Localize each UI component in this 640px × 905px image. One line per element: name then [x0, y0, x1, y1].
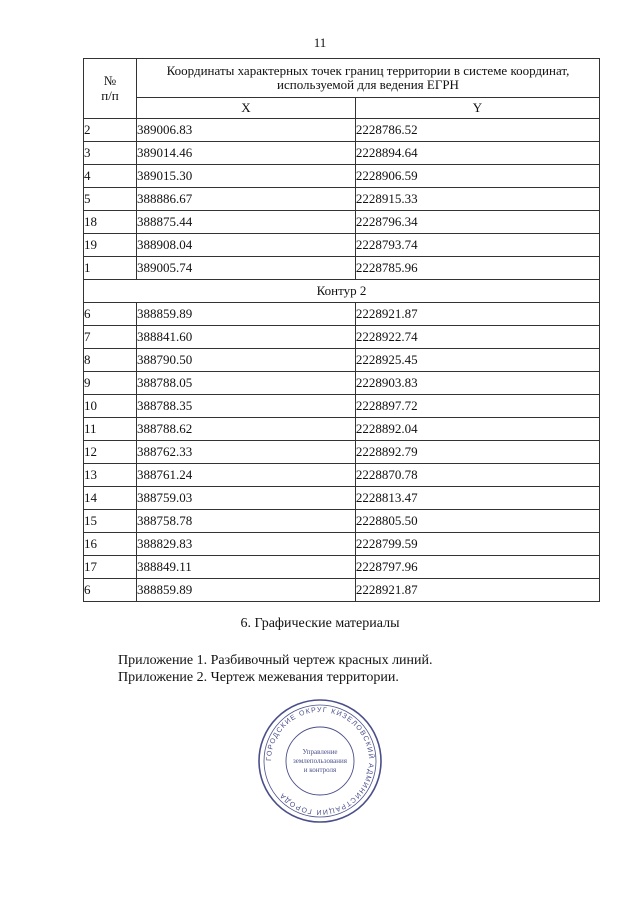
page-number: 11 [313, 35, 327, 50]
cell-y: 2228922.74 [355, 326, 599, 349]
cell-x: 388849.11 [137, 556, 356, 579]
cell-num: 7 [84, 326, 137, 349]
table-row [84, 556, 600, 579]
table-row [84, 165, 600, 188]
cell-x: 388788.05 [137, 372, 356, 395]
cell-x: 388788.35 [137, 395, 356, 418]
cell-y: 2228796.34 [355, 211, 599, 234]
cell-x: 388859.89 [137, 579, 356, 602]
contour-row [84, 280, 600, 303]
cell-y: 2228925.45 [355, 349, 599, 372]
cell-num: 10 [84, 395, 137, 418]
cell-y: 2228797.96 [355, 556, 599, 579]
header-x: X [137, 98, 356, 119]
cell-y: 2228921.87 [355, 579, 599, 602]
table-row [84, 119, 600, 142]
cell-num: 8 [84, 349, 137, 372]
cell-x: 388761.24 [137, 464, 356, 487]
cell-y: 2228813.47 [355, 487, 599, 510]
cell-y: 2228786.52 [355, 119, 599, 142]
cell-num: 13 [84, 464, 137, 487]
cell-num: 12 [84, 441, 137, 464]
official-seal [257, 698, 383, 824]
attachment-1: Приложение 1. Разбивочный чертеж красных линий. [118, 653, 433, 668]
table-row [84, 464, 600, 487]
cell-x: 388859.89 [137, 303, 356, 326]
cell-x: 388758.78 [137, 510, 356, 533]
table-row [84, 257, 600, 280]
seal-center-line3: и контроля [303, 766, 337, 774]
cell-num: 4 [84, 165, 137, 188]
cell-x: 389015.30 [137, 165, 356, 188]
seal-center-line1: Управление [302, 748, 338, 756]
cell-y: 2228892.04 [355, 418, 599, 441]
cell-y: 2228894.64 [355, 142, 599, 165]
header-number: № п/п [84, 59, 137, 119]
cell-num: 16 [84, 533, 137, 556]
cell-x: 388829.83 [137, 533, 356, 556]
cell-x: 388790.50 [137, 349, 356, 372]
cell-num: 6 [84, 579, 137, 602]
header-coordinates-group: Координаты характерных точек границ территории в системе координат, используемой для ведения ЕГРН [137, 59, 600, 98]
contour-label: Контур 2 [84, 280, 600, 303]
cell-x: 388875.44 [137, 211, 356, 234]
cell-x: 388759.03 [137, 487, 356, 510]
cell-y: 2228897.72 [355, 395, 599, 418]
cell-num: 1 [84, 257, 137, 280]
cell-x: 388841.60 [137, 326, 356, 349]
cell-y: 2228903.83 [355, 372, 599, 395]
table-row [84, 441, 600, 464]
rows-part1 [84, 119, 600, 280]
seal-ring-text: ГОРОДСКИЕ ОКРУГ КИЗЕЛОВСКИЙ АДМИНИСТРАЦИИ ГОРОДА [265, 706, 375, 816]
attachment-2: Приложение 2. Чертеж межевания территории. [118, 670, 399, 685]
table-row [84, 234, 600, 257]
table-row [84, 418, 600, 441]
cell-y: 2228785.96 [355, 257, 599, 280]
table-row [84, 142, 600, 165]
table-row [84, 349, 600, 372]
cell-y: 2228906.59 [355, 165, 599, 188]
table-row [84, 487, 600, 510]
cell-num: 14 [84, 487, 137, 510]
cell-y: 2228892.79 [355, 441, 599, 464]
cell-x: 388762.33 [137, 441, 356, 464]
table-row [84, 533, 600, 556]
table-row [84, 188, 600, 211]
cell-x: 388788.62 [137, 418, 356, 441]
cell-x: 388886.67 [137, 188, 356, 211]
table-row [84, 395, 600, 418]
cell-y: 2228870.78 [355, 464, 599, 487]
cell-num: 19 [84, 234, 137, 257]
cell-x: 389005.74 [137, 257, 356, 280]
cell-num: 6 [84, 303, 137, 326]
cell-x: 389014.46 [137, 142, 356, 165]
cell-y: 2228799.59 [355, 533, 599, 556]
cell-x: 389006.83 [137, 119, 356, 142]
cell-num: 15 [84, 510, 137, 533]
cell-num: 5 [84, 188, 137, 211]
table-row [84, 303, 600, 326]
header-y: Y [355, 98, 599, 119]
cell-num: 3 [84, 142, 137, 165]
cell-x: 388908.04 [137, 234, 356, 257]
coordinates-table [83, 58, 600, 602]
cell-num: 2 [84, 119, 137, 142]
seal-center-line2: землепользования [293, 757, 347, 765]
rows-part2 [84, 303, 600, 602]
cell-num: 17 [84, 556, 137, 579]
table-row [84, 510, 600, 533]
cell-num: 18 [84, 211, 137, 234]
table-row [84, 211, 600, 234]
cell-y: 2228793.74 [355, 234, 599, 257]
table-row [84, 579, 600, 602]
cell-y: 2228805.50 [355, 510, 599, 533]
table-row [84, 326, 600, 349]
cell-num: 9 [84, 372, 137, 395]
section-title: 6. Графические материалы [240, 616, 400, 631]
cell-y: 2228921.87 [355, 303, 599, 326]
cell-y: 2228915.33 [355, 188, 599, 211]
table-row [84, 372, 600, 395]
cell-num: 11 [84, 418, 137, 441]
